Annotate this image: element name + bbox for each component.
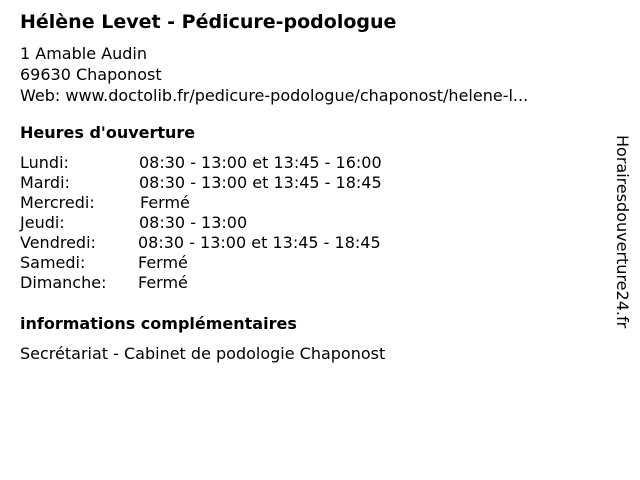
hours-value: Fermé [138,253,188,272]
additional-info-text: Secrétariat - Cabinet de podologie Chaponost [20,344,386,363]
day-label: Jeudi: [20,213,65,232]
hours-value: 08:30 - 13:00 et 13:45 - 16:00 [139,153,382,172]
day-label: Mercredi: [20,193,95,212]
hours-value: Fermé [138,273,188,292]
hours-value: 08:30 - 13:00 et 13:45 - 18:45 [138,233,381,252]
site-watermark: Horairesdouverture24.fr [613,135,632,329]
day-label: Lundi: [20,153,69,172]
opening-hours-heading: Heures d'ouverture [20,123,196,142]
day-label: Mardi: [20,173,70,192]
hours-value: 08:30 - 13:00 et 13:45 - 18:45 [139,173,382,192]
hours-value: Fermé [140,193,190,212]
street-address: 1 Amable Audin [20,44,147,63]
day-label: Vendredi: [20,233,96,252]
day-label: Dimanche: [20,273,107,292]
website-link[interactable]: Web: www.doctolib.fr/pedicure-podologue/chaponost/helene-l... [20,86,529,105]
day-label: Samedi: [20,253,86,272]
address-block [20,43,528,106]
additional-info-heading: informations complémentaires [20,314,297,333]
hours-value: 08:30 - 13:00 [139,213,248,232]
city-postal: 69630 Chaponost [20,65,162,84]
business-name: Hélène Levet - Pédicure-podologue [20,11,397,33]
